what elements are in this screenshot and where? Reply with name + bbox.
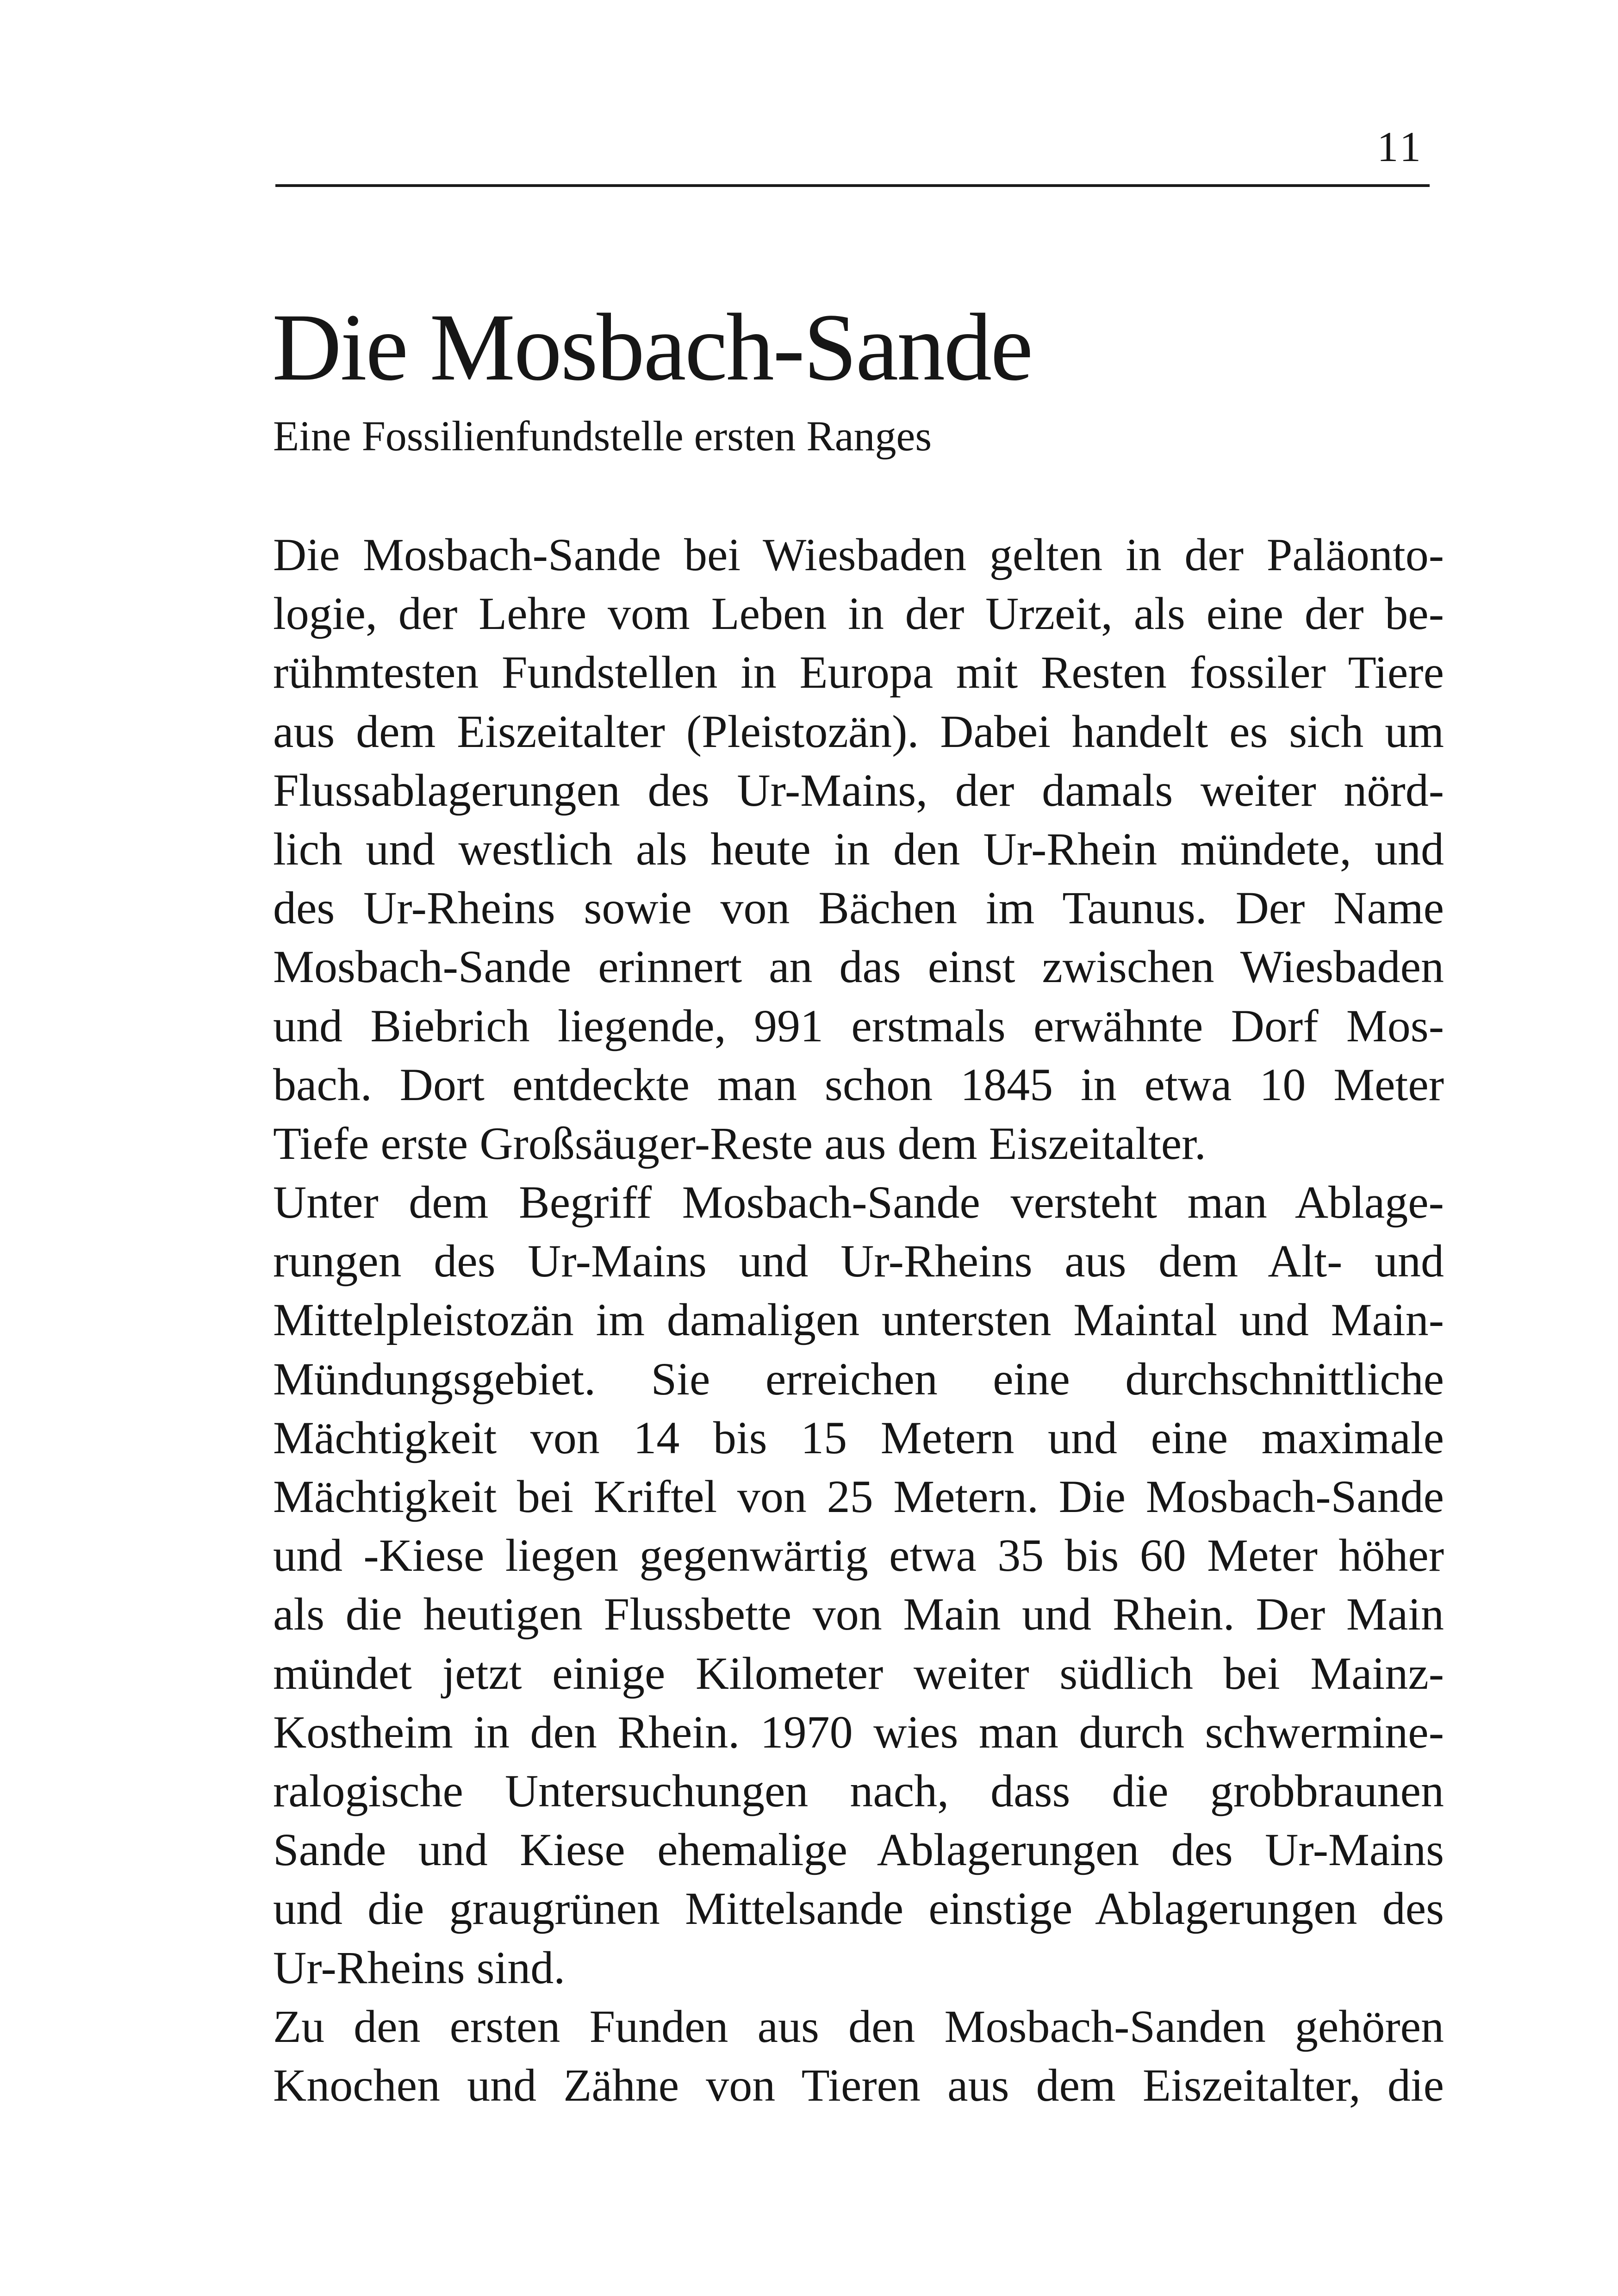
- text-line: des Ur-Rheins sowie von Bächen im Taunus. Der Name: [273, 882, 1444, 934]
- chapter-title: Die Mosbach-Sande: [272, 294, 1032, 400]
- text-line: lich und westlich als heute in den Ur-Rhein mündete, und: [273, 823, 1444, 875]
- text-line: ralogische Untersuchungen nach, dass die grobbraunen: [273, 1765, 1444, 1817]
- text-line: logie, der Lehre vom Leben in der Urzeit, als eine der be-: [273, 588, 1444, 640]
- text-line: bach. Dort entdeckte man schon 1845 in etwa 10 Meter: [273, 1058, 1444, 1110]
- text-line: Flussablagerungen des Ur-Mains, der damals weiter nörd-: [273, 764, 1444, 816]
- text-line: Knochen und Zähne von Tieren aus dem Eiszeitalter, die: [273, 2059, 1444, 2111]
- text-line: und -Kiese liegen gegenwärtig etwa 35 bis 60 Meter höher: [273, 1530, 1444, 1581]
- text-line: Die Mosbach-Sande bei Wiesbaden gelten in der Paläonto-: [273, 529, 1444, 580]
- text-line: Ur-Rheins sind.: [273, 1941, 566, 1993]
- text-line: aus dem Eiszeitalter (Pleistozän). Dabei handelt es sich um: [273, 705, 1444, 757]
- body-text: [273, 525, 1444, 2115]
- chapter-subtitle: Eine Fossilienfundstelle ersten Ranges: [273, 412, 932, 460]
- text-line: und Biebrich liegende, 991 erstmals erwähnte Dorf Mos-: [273, 1000, 1444, 1052]
- text-line: Mächtigkeit bei Kriftel von 25 Metern. Die Mosbach-Sande: [273, 1471, 1444, 1522]
- text-line: rungen des Ur-Mains und Ur-Rheins aus dem Alt- und: [273, 1235, 1444, 1287]
- text-line: und die graugrünen Mittelsande einstige Ablagerungen des: [273, 1883, 1444, 1935]
- text-line: als die heutigen Flussbette von Main und Rhein. Der Main: [273, 1588, 1444, 1640]
- header-rule: [275, 184, 1430, 187]
- text-line: Sande und Kiese ehemalige Ablagerungen des Ur-Mains: [273, 1824, 1444, 1876]
- text-line: Mittelpleistozän im damaligen untersten Maintal und Main-: [273, 1294, 1444, 1346]
- text-line: rühmtesten Fundstellen in Europa mit Resten fossiler Tiere: [273, 647, 1444, 698]
- text-line: Kostheim in den Rhein. 1970 wies man durch schwermine-: [273, 1706, 1444, 1758]
- text-line: Mosbach-Sande erinnert an das einst zwischen Wiesbaden: [273, 941, 1444, 993]
- text-line: mündet jetzt einige Kilometer weiter südlich bei Mainz-: [273, 1647, 1444, 1699]
- text-line: Zu den ersten Funden aus den Mosbach-Sanden gehören: [273, 2000, 1444, 2052]
- text-line: Mündungsgebiet. Sie erreichen eine durchschnittliche: [273, 1353, 1444, 1405]
- text-line: Unter dem Begriff Mosbach-Sande versteht man Ablage-: [273, 1176, 1444, 1228]
- text-line: Tiefe erste Großsäuger-Reste aus dem Eiszeitalter.: [273, 1117, 1206, 1169]
- page-number: 11: [1377, 123, 1424, 170]
- text-line: Mächtigkeit von 14 bis 15 Metern und eine maximale: [273, 1412, 1444, 1463]
